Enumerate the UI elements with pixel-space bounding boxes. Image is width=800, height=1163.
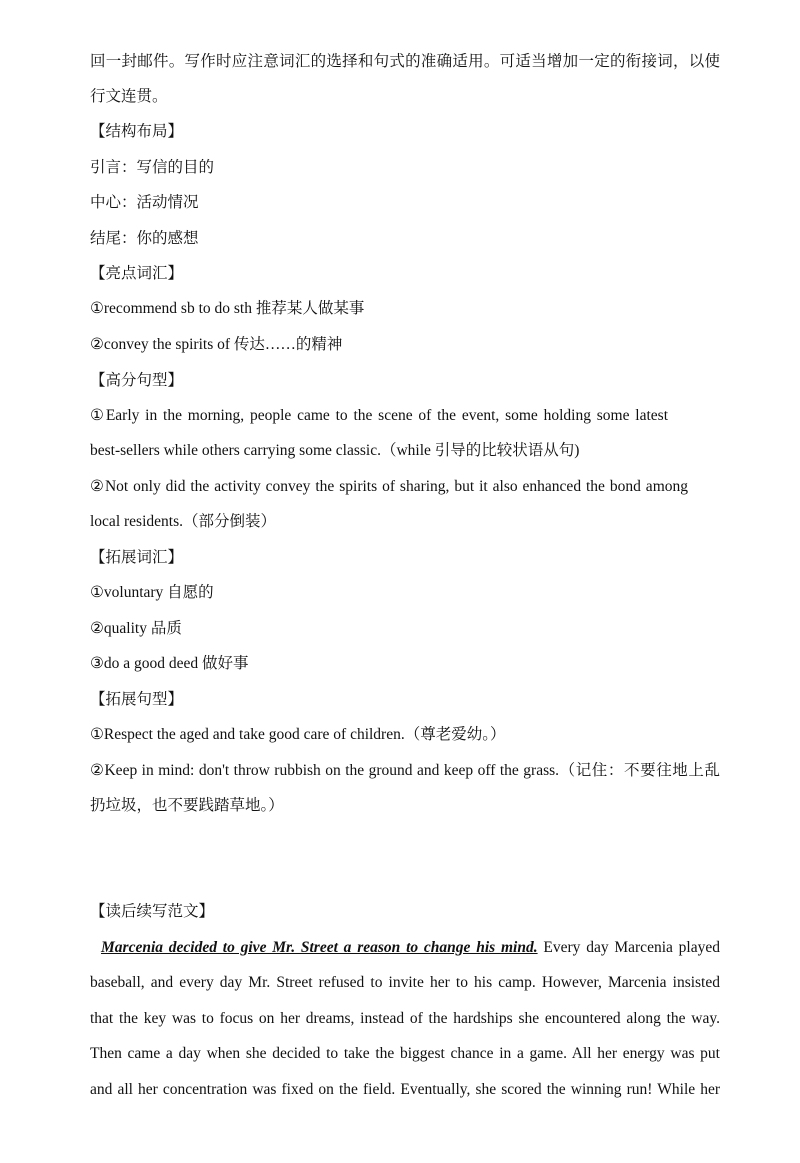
text-line: ①Early in the morning, people came to the scene of the event, some holding some latest [90,407,668,424]
text-line: ①Respect the aged and take good care of children.（尊老爱幼。） [90,726,506,743]
section-heading: 【亮点词汇】 [90,265,184,282]
text-line: ②quality 品质 [90,620,182,637]
essay-line: that the key was to focus on her dreams, instead of the hardships she encountered along the way. [90,1010,720,1027]
essay-first-line-rest: Every day Marcenia played [537,939,720,956]
text-line: best-sellers while others carrying some classic.（while 引导的比较状语从句) [90,442,580,459]
text-line: local residents.（部分倒装） [90,513,276,530]
text-line: ②convey the spirits of 传达……的精神 [90,336,343,353]
text-line: 中心：活动情况 [90,194,199,211]
section-heading: 【高分句型】 [90,372,184,389]
text-line: 行文连贯。 [90,88,168,105]
section-heading: 【拓展词汇】 [90,549,184,566]
text-line: 结尾：你的感想 [90,230,199,247]
essay-first-line [101,938,720,958]
text-line: ①voluntary 自愿的 [90,584,214,601]
essay-heading: 【读后续写范文】 [90,903,215,920]
text-line: 扔垃圾，也不要践踏草地。） [90,797,284,814]
text-line: ①recommend sb to do sth 推荐某人做某事 [90,300,365,317]
essay-line: baseball, and every day Mr. Street refused to invite her to his camp. However, Marcenia insisted [90,974,720,991]
text-line: 回一封邮件。写作时应注意词汇的选择和句式的准确适用。可适当增加一定的衔接词，以使 [90,53,720,70]
text-line: 引言：写信的目的 [90,159,215,176]
section-heading: 【结构布局】 [90,123,184,140]
text-line: ③do a good deed 做好事 [90,655,249,672]
essay-line: Then came a day when she decided to take the biggest chance in a game. All her energy was put [90,1045,720,1062]
section-heading: 【拓展句型】 [90,691,184,708]
text-line: ②Keep in mind: don't throw rubbish on the ground and keep off the grass.（记住：不要往地上乱 [90,762,720,779]
essay-line: and all her concentration was fixed on the field. Eventually, she scored the winning run! While her [90,1081,720,1098]
essay-lead-sentence: Marcenia decided to give Mr. Street a reason to change his mind. [101,939,538,956]
text-line: ②Not only did the activity convey the spirits of sharing, but it also enhanced the bond among [90,478,688,495]
